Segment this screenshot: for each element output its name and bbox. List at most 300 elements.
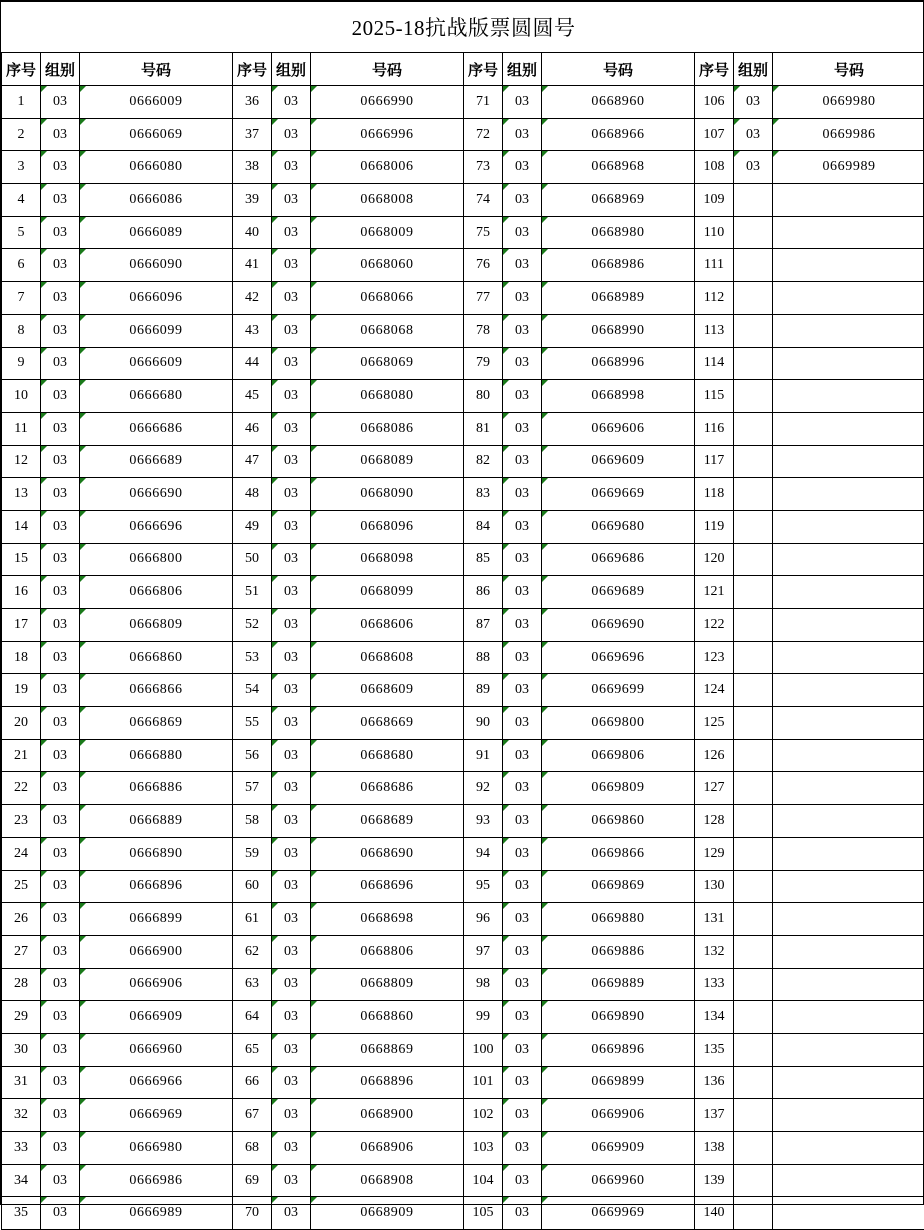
cell-seq[interactable]: 120 (695, 543, 734, 576)
cell-seq[interactable]: 82 (464, 445, 503, 478)
cell-group[interactable] (734, 1033, 773, 1066)
cell-group[interactable]: 03 (41, 543, 80, 576)
cell-number[interactable]: 0669909 (542, 1132, 695, 1165)
cell-group[interactable]: 03 (503, 935, 542, 968)
cell-seq[interactable]: 95 (464, 870, 503, 903)
cell-group[interactable]: 03 (272, 1164, 311, 1197)
cell-seq[interactable]: 119 (695, 510, 734, 543)
cell-seq[interactable]: 104 (464, 1164, 503, 1197)
cell-group[interactable]: 03 (41, 249, 80, 282)
cell-seq[interactable]: 21 (2, 739, 41, 772)
cell-seq[interactable]: 121 (695, 576, 734, 609)
cell-seq[interactable]: 127 (695, 772, 734, 805)
cell-seq[interactable]: 71 (464, 86, 503, 119)
cell-seq[interactable]: 106 (695, 86, 734, 119)
cell-number[interactable] (773, 609, 924, 642)
cell-group[interactable]: 03 (503, 249, 542, 282)
cell-seq[interactable]: 93 (464, 805, 503, 838)
cell-number[interactable] (773, 707, 924, 740)
cell-number[interactable]: 0668098 (311, 543, 464, 576)
cell-number[interactable] (773, 1197, 924, 1230)
cell-seq[interactable]: 59 (233, 837, 272, 870)
cell-seq[interactable]: 16 (2, 576, 41, 609)
cell-group[interactable]: 03 (272, 478, 311, 511)
cell-group[interactable] (734, 772, 773, 805)
cell-group[interactable]: 03 (41, 1164, 80, 1197)
cell-seq[interactable]: 98 (464, 968, 503, 1001)
cell-group[interactable]: 03 (272, 184, 311, 217)
cell-seq[interactable]: 64 (233, 1001, 272, 1034)
cell-group[interactable]: 03 (272, 1197, 311, 1230)
cell-group[interactable]: 03 (41, 609, 80, 642)
cell-seq[interactable]: 19 (2, 674, 41, 707)
cell-seq[interactable]: 69 (233, 1164, 272, 1197)
cell-group[interactable]: 03 (503, 1132, 542, 1165)
cell-number[interactable]: 0666806 (80, 576, 233, 609)
cell-number[interactable]: 0666096 (80, 282, 233, 315)
cell-number[interactable]: 0666966 (80, 1066, 233, 1099)
cell-seq[interactable]: 81 (464, 412, 503, 445)
cell-seq[interactable]: 101 (464, 1066, 503, 1099)
cell-number[interactable]: 0668096 (311, 510, 464, 543)
cell-group[interactable]: 03 (734, 118, 773, 151)
cell-group[interactable] (734, 478, 773, 511)
cell-number[interactable]: 0668099 (311, 576, 464, 609)
cell-group[interactable]: 03 (503, 1197, 542, 1230)
cell-number[interactable]: 0669669 (542, 478, 695, 511)
cell-number[interactable] (773, 870, 924, 903)
cell-seq[interactable]: 90 (464, 707, 503, 740)
cell-seq[interactable]: 79 (464, 347, 503, 380)
cell-seq[interactable]: 40 (233, 216, 272, 249)
cell-seq[interactable]: 34 (2, 1164, 41, 1197)
cell-seq[interactable]: 96 (464, 903, 503, 936)
cell-seq[interactable]: 26 (2, 903, 41, 936)
cell-group[interactable]: 03 (503, 1001, 542, 1034)
cell-seq[interactable]: 23 (2, 805, 41, 838)
cell-seq[interactable]: 65 (233, 1033, 272, 1066)
cell-group[interactable]: 03 (272, 870, 311, 903)
cell-group[interactable]: 03 (41, 1197, 80, 1230)
cell-seq[interactable]: 78 (464, 314, 503, 347)
cell-seq[interactable]: 30 (2, 1033, 41, 1066)
cell-number[interactable]: 0666609 (80, 347, 233, 380)
cell-seq[interactable]: 130 (695, 870, 734, 903)
cell-group[interactable]: 03 (41, 412, 80, 445)
cell-number[interactable] (773, 380, 924, 413)
cell-group[interactable]: 03 (41, 903, 80, 936)
cell-group[interactable] (734, 1164, 773, 1197)
cell-group[interactable]: 03 (272, 86, 311, 119)
cell-number[interactable] (773, 968, 924, 1001)
cell-group[interactable]: 03 (272, 968, 311, 1001)
cell-number[interactable]: 0666990 (311, 86, 464, 119)
cell-group[interactable] (734, 1001, 773, 1034)
cell-number[interactable]: 0669809 (542, 772, 695, 805)
cell-number[interactable]: 0668608 (311, 641, 464, 674)
cell-number[interactable]: 0666860 (80, 641, 233, 674)
cell-group[interactable]: 03 (272, 216, 311, 249)
cell-number[interactable]: 0668689 (311, 805, 464, 838)
cell-seq[interactable]: 38 (233, 151, 272, 184)
cell-number[interactable]: 0669869 (542, 870, 695, 903)
cell-seq[interactable]: 6 (2, 249, 41, 282)
cell-number[interactable]: 0668068 (311, 314, 464, 347)
cell-seq[interactable]: 105 (464, 1197, 503, 1230)
cell-number[interactable]: 0669699 (542, 674, 695, 707)
cell-seq[interactable]: 76 (464, 249, 503, 282)
cell-seq[interactable]: 84 (464, 510, 503, 543)
cell-group[interactable]: 03 (503, 837, 542, 870)
cell-group[interactable]: 03 (41, 1001, 80, 1034)
cell-number[interactable]: 0668066 (311, 282, 464, 315)
cell-number[interactable] (773, 445, 924, 478)
cell-seq[interactable]: 46 (233, 412, 272, 445)
cell-group[interactable]: 03 (41, 707, 80, 740)
cell-group[interactable]: 03 (503, 772, 542, 805)
cell-number[interactable]: 0666686 (80, 412, 233, 445)
cell-seq[interactable]: 67 (233, 1099, 272, 1132)
cell-number[interactable] (773, 184, 924, 217)
cell-number[interactable]: 0668986 (542, 249, 695, 282)
cell-number[interactable]: 0668080 (311, 380, 464, 413)
cell-seq[interactable]: 70 (233, 1197, 272, 1230)
cell-number[interactable] (773, 772, 924, 805)
cell-number[interactable]: 0668008 (311, 184, 464, 217)
cell-group[interactable]: 03 (41, 772, 80, 805)
cell-seq[interactable]: 103 (464, 1132, 503, 1165)
cell-seq[interactable]: 112 (695, 282, 734, 315)
cell-seq[interactable]: 73 (464, 151, 503, 184)
cell-seq[interactable]: 68 (233, 1132, 272, 1165)
cell-group[interactable]: 03 (272, 445, 311, 478)
cell-number[interactable]: 0668860 (311, 1001, 464, 1034)
cell-number[interactable]: 0669606 (542, 412, 695, 445)
cell-number[interactable]: 0669906 (542, 1099, 695, 1132)
cell-group[interactable]: 03 (272, 249, 311, 282)
cell-seq[interactable]: 54 (233, 674, 272, 707)
cell-seq[interactable]: 86 (464, 576, 503, 609)
cell-seq[interactable]: 25 (2, 870, 41, 903)
cell-seq[interactable]: 44 (233, 347, 272, 380)
cell-group[interactable]: 03 (41, 1033, 80, 1066)
cell-group[interactable] (734, 903, 773, 936)
cell-number[interactable]: 0668669 (311, 707, 464, 740)
cell-seq[interactable]: 14 (2, 510, 41, 543)
cell-seq[interactable]: 137 (695, 1099, 734, 1132)
cell-group[interactable]: 03 (503, 282, 542, 315)
cell-group[interactable] (734, 870, 773, 903)
cell-number[interactable]: 0666800 (80, 543, 233, 576)
cell-number[interactable]: 0666969 (80, 1099, 233, 1132)
cell-seq[interactable]: 35 (2, 1197, 41, 1230)
cell-seq[interactable]: 122 (695, 609, 734, 642)
cell-number[interactable] (773, 1132, 924, 1165)
cell-seq[interactable]: 77 (464, 282, 503, 315)
cell-number[interactable]: 0669986 (773, 118, 924, 151)
cell-seq[interactable]: 28 (2, 968, 41, 1001)
cell-seq[interactable]: 100 (464, 1033, 503, 1066)
cell-group[interactable] (734, 380, 773, 413)
cell-group[interactable]: 03 (503, 347, 542, 380)
cell-seq[interactable]: 60 (233, 870, 272, 903)
cell-group[interactable]: 03 (734, 86, 773, 119)
cell-seq[interactable]: 11 (2, 412, 41, 445)
cell-number[interactable]: 0668686 (311, 772, 464, 805)
cell-group[interactable] (734, 347, 773, 380)
cell-group[interactable]: 03 (41, 739, 80, 772)
cell-number[interactable]: 0666069 (80, 118, 233, 151)
cell-number[interactable]: 0666900 (80, 935, 233, 968)
cell-number[interactable]: 0666090 (80, 249, 233, 282)
cell-seq[interactable]: 66 (233, 1066, 272, 1099)
cell-group[interactable]: 03 (503, 1066, 542, 1099)
cell-group[interactable]: 03 (503, 739, 542, 772)
cell-seq[interactable]: 94 (464, 837, 503, 870)
cell-group[interactable] (734, 184, 773, 217)
cell-group[interactable]: 03 (41, 805, 80, 838)
cell-seq[interactable]: 135 (695, 1033, 734, 1066)
cell-seq[interactable]: 55 (233, 707, 272, 740)
cell-seq[interactable]: 32 (2, 1099, 41, 1132)
cell-group[interactable]: 03 (503, 805, 542, 838)
cell-number[interactable]: 0666690 (80, 478, 233, 511)
cell-group[interactable]: 03 (272, 380, 311, 413)
cell-group[interactable]: 03 (734, 151, 773, 184)
cell-seq[interactable]: 134 (695, 1001, 734, 1034)
cell-number[interactable] (773, 805, 924, 838)
cell-seq[interactable]: 39 (233, 184, 272, 217)
cell-number[interactable] (773, 1033, 924, 1066)
cell-number[interactable]: 0666909 (80, 1001, 233, 1034)
cell-number[interactable]: 0669866 (542, 837, 695, 870)
cell-seq[interactable]: 89 (464, 674, 503, 707)
cell-seq[interactable]: 131 (695, 903, 734, 936)
cell-group[interactable] (734, 445, 773, 478)
cell-number[interactable]: 0669969 (542, 1197, 695, 1230)
cell-number[interactable]: 0669980 (773, 86, 924, 119)
cell-seq[interactable]: 56 (233, 739, 272, 772)
cell-group[interactable]: 03 (503, 609, 542, 642)
cell-number[interactable]: 0668009 (311, 216, 464, 249)
cell-number[interactable]: 0666890 (80, 837, 233, 870)
cell-group[interactable]: 03 (272, 772, 311, 805)
cell-group[interactable]: 03 (503, 184, 542, 217)
cell-group[interactable]: 03 (41, 576, 80, 609)
cell-seq[interactable]: 50 (233, 543, 272, 576)
cell-seq[interactable]: 53 (233, 641, 272, 674)
cell-number[interactable]: 0666099 (80, 314, 233, 347)
cell-seq[interactable]: 62 (233, 935, 272, 968)
cell-group[interactable]: 03 (41, 282, 80, 315)
cell-group[interactable]: 03 (272, 609, 311, 642)
cell-number[interactable] (773, 282, 924, 315)
cell-seq[interactable]: 61 (233, 903, 272, 936)
cell-number[interactable]: 0668998 (542, 380, 695, 413)
cell-group[interactable]: 03 (503, 380, 542, 413)
cell-number[interactable] (773, 510, 924, 543)
cell-seq[interactable]: 9 (2, 347, 41, 380)
cell-group[interactable]: 03 (272, 412, 311, 445)
cell-group[interactable]: 03 (272, 1033, 311, 1066)
cell-group[interactable]: 03 (41, 184, 80, 217)
cell-group[interactable] (734, 739, 773, 772)
cell-number[interactable] (773, 1001, 924, 1034)
cell-seq[interactable]: 57 (233, 772, 272, 805)
cell-group[interactable] (734, 1099, 773, 1132)
cell-group[interactable] (734, 249, 773, 282)
cell-number[interactable] (773, 1099, 924, 1132)
cell-seq[interactable]: 114 (695, 347, 734, 380)
cell-number[interactable]: 0666980 (80, 1132, 233, 1165)
cell-number[interactable] (773, 543, 924, 576)
cell-seq[interactable]: 108 (695, 151, 734, 184)
cell-number[interactable]: 0669696 (542, 641, 695, 674)
cell-number[interactable] (773, 216, 924, 249)
cell-number[interactable]: 0669886 (542, 935, 695, 968)
cell-group[interactable] (734, 674, 773, 707)
cell-seq[interactable]: 123 (695, 641, 734, 674)
cell-seq[interactable]: 80 (464, 380, 503, 413)
cell-number[interactable]: 0666866 (80, 674, 233, 707)
cell-seq[interactable]: 129 (695, 837, 734, 870)
cell-number[interactable]: 0669686 (542, 543, 695, 576)
cell-seq[interactable]: 115 (695, 380, 734, 413)
cell-number[interactable]: 0668996 (542, 347, 695, 380)
cell-number[interactable]: 0666696 (80, 510, 233, 543)
cell-group[interactable]: 03 (272, 543, 311, 576)
cell-seq[interactable]: 2 (2, 118, 41, 151)
cell-group[interactable]: 03 (503, 86, 542, 119)
cell-group[interactable]: 03 (41, 870, 80, 903)
cell-seq[interactable]: 29 (2, 1001, 41, 1034)
cell-number[interactable]: 0668806 (311, 935, 464, 968)
cell-group[interactable]: 03 (272, 1066, 311, 1099)
cell-group[interactable]: 03 (41, 641, 80, 674)
cell-group[interactable]: 03 (272, 707, 311, 740)
cell-number[interactable]: 0668969 (542, 184, 695, 217)
cell-number[interactable]: 0668069 (311, 347, 464, 380)
cell-number[interactable]: 0668900 (311, 1099, 464, 1132)
cell-seq[interactable]: 128 (695, 805, 734, 838)
cell-group[interactable]: 03 (503, 314, 542, 347)
cell-number[interactable]: 0668086 (311, 412, 464, 445)
cell-group[interactable]: 03 (41, 1066, 80, 1099)
cell-seq[interactable]: 22 (2, 772, 41, 805)
cell-group[interactable] (734, 1066, 773, 1099)
cell-seq[interactable]: 12 (2, 445, 41, 478)
cell-number[interactable] (773, 739, 924, 772)
cell-group[interactable]: 03 (272, 674, 311, 707)
cell-seq[interactable]: 42 (233, 282, 272, 315)
cell-number[interactable] (773, 837, 924, 870)
cell-number[interactable]: 0669806 (542, 739, 695, 772)
cell-number[interactable]: 0668690 (311, 837, 464, 870)
cell-seq[interactable]: 4 (2, 184, 41, 217)
cell-seq[interactable]: 97 (464, 935, 503, 968)
cell-number[interactable]: 0669690 (542, 609, 695, 642)
cell-number[interactable] (773, 249, 924, 282)
cell-group[interactable] (734, 609, 773, 642)
cell-group[interactable]: 03 (503, 216, 542, 249)
cell-seq[interactable]: 72 (464, 118, 503, 151)
cell-number[interactable]: 0666886 (80, 772, 233, 805)
cell-seq[interactable]: 88 (464, 641, 503, 674)
cell-seq[interactable]: 52 (233, 609, 272, 642)
cell-group[interactable]: 03 (503, 478, 542, 511)
cell-group[interactable]: 03 (272, 510, 311, 543)
cell-number[interactable]: 0669896 (542, 1033, 695, 1066)
cell-seq[interactable]: 45 (233, 380, 272, 413)
cell-seq[interactable]: 33 (2, 1132, 41, 1165)
cell-seq[interactable]: 132 (695, 935, 734, 968)
cell-group[interactable]: 03 (503, 151, 542, 184)
cell-number[interactable] (773, 412, 924, 445)
cell-seq[interactable]: 136 (695, 1066, 734, 1099)
cell-group[interactable]: 03 (272, 837, 311, 870)
cell-number[interactable]: 0669689 (542, 576, 695, 609)
cell-seq[interactable]: 1 (2, 86, 41, 119)
cell-number[interactable]: 0666680 (80, 380, 233, 413)
cell-group[interactable]: 03 (272, 314, 311, 347)
cell-seq[interactable]: 13 (2, 478, 41, 511)
cell-number[interactable]: 0666889 (80, 805, 233, 838)
cell-seq[interactable]: 48 (233, 478, 272, 511)
cell-group[interactable] (734, 282, 773, 315)
cell-number[interactable] (773, 576, 924, 609)
cell-number[interactable]: 0669989 (773, 151, 924, 184)
cell-number[interactable] (773, 1066, 924, 1099)
cell-group[interactable]: 03 (272, 739, 311, 772)
cell-seq[interactable]: 17 (2, 609, 41, 642)
cell-number[interactable]: 0668908 (311, 1164, 464, 1197)
cell-seq[interactable]: 99 (464, 1001, 503, 1034)
cell-group[interactable]: 03 (41, 935, 80, 968)
cell-seq[interactable]: 75 (464, 216, 503, 249)
cell-group[interactable]: 03 (503, 968, 542, 1001)
cell-seq[interactable]: 8 (2, 314, 41, 347)
cell-group[interactable] (734, 707, 773, 740)
cell-number[interactable]: 0666906 (80, 968, 233, 1001)
cell-group[interactable]: 03 (272, 641, 311, 674)
cell-group[interactable] (734, 1132, 773, 1165)
cell-seq[interactable]: 24 (2, 837, 41, 870)
cell-number[interactable] (773, 903, 924, 936)
cell-group[interactable]: 03 (503, 1099, 542, 1132)
cell-number[interactable]: 0668990 (542, 314, 695, 347)
cell-seq[interactable]: 91 (464, 739, 503, 772)
cell-number[interactable]: 0669960 (542, 1164, 695, 1197)
cell-number[interactable] (773, 478, 924, 511)
cell-number[interactable]: 0666896 (80, 870, 233, 903)
cell-group[interactable]: 03 (503, 1033, 542, 1066)
cell-number[interactable] (773, 935, 924, 968)
cell-seq[interactable]: 49 (233, 510, 272, 543)
cell-number[interactable] (773, 314, 924, 347)
cell-seq[interactable]: 107 (695, 118, 734, 151)
cell-seq[interactable]: 125 (695, 707, 734, 740)
cell-number[interactable]: 0668906 (311, 1132, 464, 1165)
cell-group[interactable]: 03 (503, 445, 542, 478)
cell-seq[interactable]: 118 (695, 478, 734, 511)
cell-seq[interactable]: 139 (695, 1164, 734, 1197)
cell-seq[interactable]: 3 (2, 151, 41, 184)
cell-number[interactable]: 0666009 (80, 86, 233, 119)
cell-seq[interactable]: 51 (233, 576, 272, 609)
cell-seq[interactable]: 10 (2, 380, 41, 413)
cell-seq[interactable]: 133 (695, 968, 734, 1001)
cell-group[interactable] (734, 935, 773, 968)
